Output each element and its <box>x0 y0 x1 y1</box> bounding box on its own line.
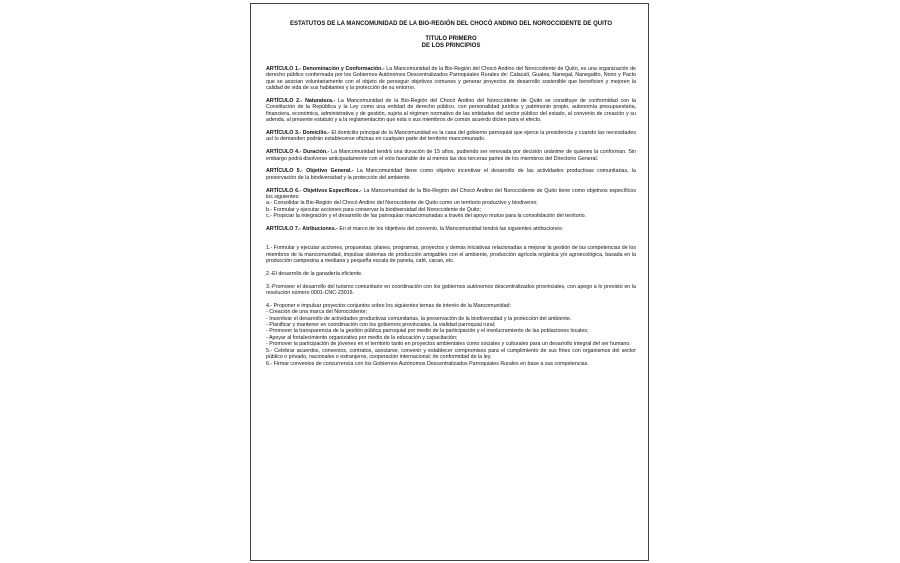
article-body: En el marco de los objetivos del convenio, la Mancomunidad tendrá las siguientes atribuciones: <box>337 226 564 233</box>
article-heading: ARTÍCULO 2.- Naturaleza.- <box>266 98 336 105</box>
list-item: c.- Propiciar la integración y el desarrollo de las parroquias mancomunadas a través del apoyo mutuo para la consolidación del territorio. <box>266 213 587 220</box>
article-body: La Mancomunidad de la Bio-Región del Chocó Andino del Noroccidente de Quito, es una organización de derecho público conformada por los Gobiernos Autónomos Descentralizados Parroquiales Rurales de: Calacalí, Gualea, Nanegal, Nanegalito, Nono y Pacto que se asocian voluntariamente con el objeto de perseguir objetivos comunes y generar proyectos de desarrollo sostenible que beneficien y mejoren la calidad de vida de sus habitantes y la protección de su entorno. <box>266 66 636 92</box>
list-item: - Promover la participación de jóvenes en el territorio tanto en proyectos ambientales como sociales y culturales para un desarrollo integral del ser humano. <box>266 341 631 348</box>
article-heading: ARTÍCULO 6.- Objetivos Específicos.- <box>266 187 362 194</box>
article-heading: ARTÍCULO 3.- Domicilio.- <box>266 130 330 137</box>
article-1 <box>266 66 636 92</box>
list-item: 6.- Firmar convenios de concurrencia con los Gobiernos Autónomos Descentralizados Parroquiales Rurales en base a sus competencias. <box>266 360 589 367</box>
article-5 <box>266 168 636 181</box>
list-item: - Incentivar el desarrollo de actividades productivas comunitarias, la preservación de la biodiversidad y la protección del ambiente. <box>266 315 572 322</box>
section-title <box>266 36 636 50</box>
article-3 <box>266 130 636 143</box>
list-item: b.- Formular y ejecutar acciones para conservar la biodiversidad del Noroccidente de Quito; <box>266 206 481 213</box>
list-item: - Creación de una marca del Noroccidente; <box>266 309 367 316</box>
article-heading: ARTÍCULO 1.- Denominación y Conformación.- <box>266 66 385 72</box>
article-6 <box>266 188 636 220</box>
article-body: La Mancomunidad tendrá una duración de 15 años, pudiendo ser renovada por decisión unánime de quienes la conforman. Sin embargo podrá disolverse anticipadamente con el voto favorable de al menos las dos terceras partes de los miembros del Directorio General. <box>266 149 636 162</box>
section-title-line-2: DE LOS PRINCIPIOS <box>421 43 481 49</box>
attribution-3: 3.-Promover el desarrollo del turismo comunitario en coordinación con los gobiernos autónomos descentralizados provinciales, con apego a lo previsto en la resolución número 0001-CNC-23016. <box>266 283 636 297</box>
article-heading: ARTÍCULO 7.- Atribuciones.- <box>266 226 338 233</box>
article-body: La Mancomunidad de la Bio-Región del Chocó Andino del Noroccidente de Quito se constituye de conformidad con la Constitución de la República y la Ley como una entidad de derecho público, con personalidad jurídica y patrimonio propio, autonomía presupuestaria, financiera, económica, administrativa y de gestión, sujeta al régimen normativo de las entidades del sector público del estado, al convenio de creación y su adenda, al presente estatuto y a la reglamentación que esta o sus miembros de común acuerdo dicten para el efecto. <box>266 98 636 124</box>
article-body: La Mancomunidad de la Bio-Región del Chocó Andino del Noroccidente de Quito tiene como objetivos específicos los siguientes: <box>266 187 636 201</box>
section-title-line-1: TITULO PRIMERO <box>425 36 477 42</box>
document-page <box>250 3 649 561</box>
list-item: - Promover la transparencia de la gestión pública parroquial por medio de la participación y el involucramiento de las poblaciones locales; <box>266 328 589 335</box>
article-7 <box>266 226 636 232</box>
attribution-4-to-6 <box>266 303 636 367</box>
article-heading: ARTÍCULO 5.- Objetivo General.- <box>266 168 354 175</box>
article-body: El domicilio principal de la Mancomunidad es la casa del gobierno parroquial que ejerce la presidencia y cuando las necesidades así lo demanden podrán establecerse oficinas en cualquier parte del territorio mancomunado. <box>266 130 636 143</box>
article-2 <box>266 98 636 124</box>
article-4 <box>266 149 636 162</box>
article-heading: ARTÍCULO 4.- Duración.- <box>266 149 330 156</box>
list-item: 5.- Celebrar acuerdos, convenios, contratos, asociarse, convenir y establecer compromisos para el cumplimiento de sus fines con organismos del sector público o privado, nacionales o extranjeros, cooperación internacional; de conformidad de la ley. <box>266 347 636 361</box>
list-item: a.- Consolidar la Bio-Región del Chocó Andino del Noroccidente de Quito como un territorio productivo y biodiverso; <box>266 200 538 207</box>
document-title: ESTATUTOS DE LA MANCOMUNIDAD DE LA BIO-REGIÓN DEL CHOCÓ ANDINO DEL NOROCCIDENTE DE QUITO <box>289 21 612 27</box>
attribution-1: 1.- Formular y ejecutar acciones, propuestas, planes, programas, proyectos y demás iniciativas relacionadas a mejorar la gestión de las competencias de los miembros de la mancomunidad, impulsar sistemas de producción amigables con el ambiente, producción agrícola orgánica y/o agroecológica, basada en la producción campesina a mediana y pequeña escala de panela, café, cacao, etc. <box>266 245 636 265</box>
list-item: - Apoyar al fortalecimiento organizativo por medio de la educación y capacitación; <box>266 334 458 341</box>
article-body: La Mancomunidad tiene como objetivo incentivar el desarrollo de las actividades productivas comunitarias, la preservación de la biodiversidad y la protección del ambiente. <box>266 168 636 181</box>
list-item: 4.- Proponer e impulsar proyectos conjuntos sobre los siguientes temas de interés de la Mancomunidad: <box>266 302 511 309</box>
attribution-2: 2.-El desarrollo de la ganadería eficiente. <box>266 270 363 277</box>
list-item: - Planificar y mantener en coordinación con los gobiernos provinciales, la vialidad parroquial rural; <box>266 322 496 329</box>
